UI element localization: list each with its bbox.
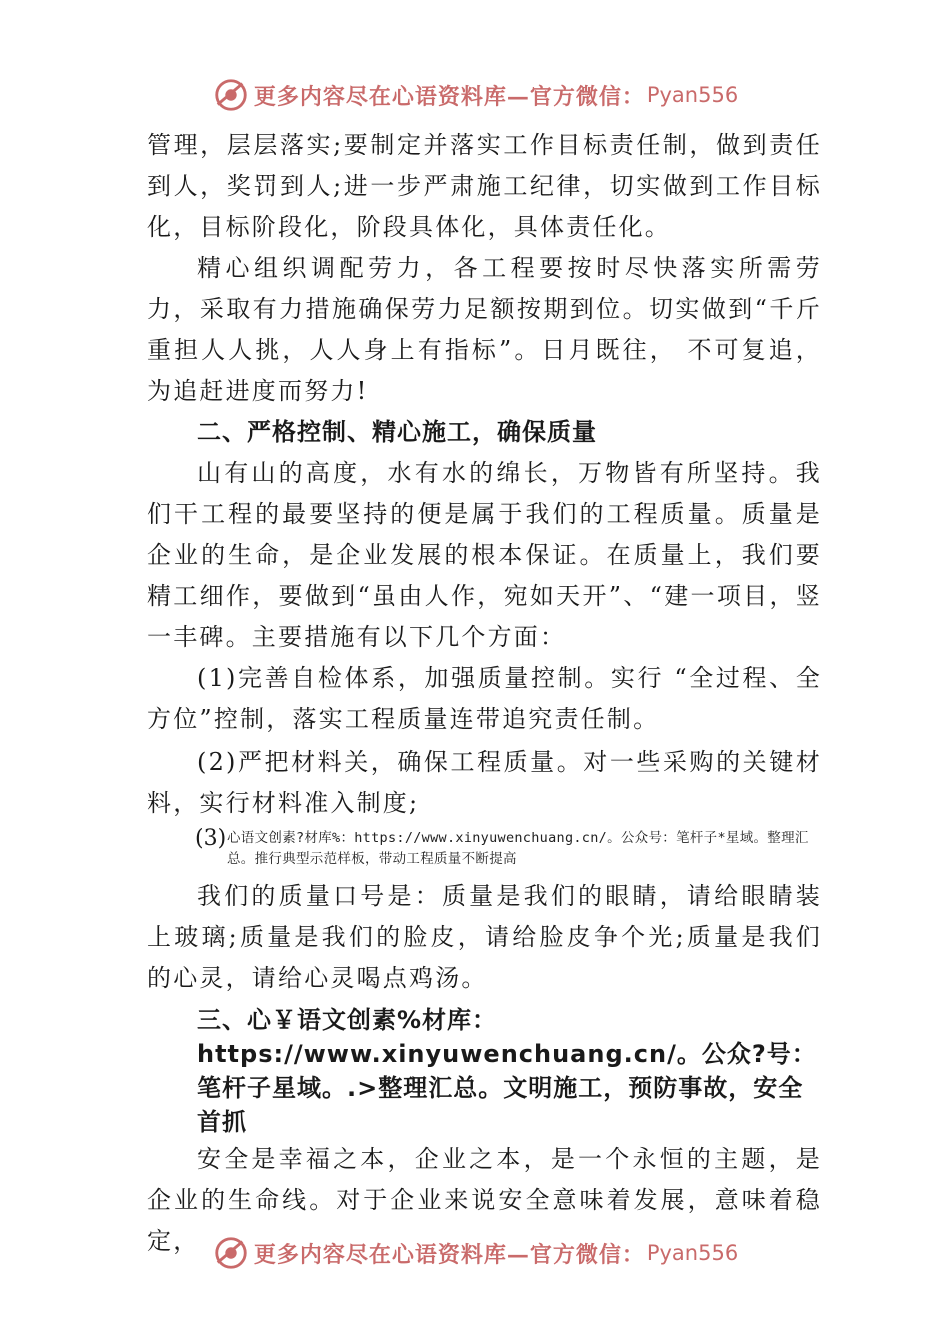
- section-heading: 二、严格控制、精心施工，确保质量: [197, 418, 597, 446]
- list-item: [147, 742, 822, 824]
- watermark-text: 更多内容尽在心语资料库—官方微信：: [253, 83, 645, 110]
- paragraph: 我们的质量口号是：质量是我们的眼睛，请给眼睛装上玻璃;质量是我们的脸皮，请给脸皮争个光;质量是我们的心灵，请给心灵喝点鸡汤。: [147, 882, 822, 992]
- paragraph: 山有山的高度，水有水的绵长，万物皆有所坚持。我们干工程的最要坚持的便是属于我们的工程质量。质量是企业的生命，是企业发展的根本保证。在质量上，我们要精工细作，要做到“虽由人作，宛如天开”、“建一项目，竖一丰碑。主要措施有以下几个方面：: [147, 459, 822, 651]
- paragraph: 精心组织调配劳力，各工程要按时尽快落实所需劳力，采取有力措施确保劳力足额按期到位。切实做到“千斤重担人人挑，人人身上有指标”。日月既往， 不可复追，为追赶进度而努力!: [147, 254, 822, 405]
- list-item: [147, 828, 822, 870]
- paragraph: 管理，层层落实;要制定并落实工作目标责任制，做到责任到人，奖罚到人;进一步严肃施工纪律，切实做到工作目标化，目标阶段化，阶段具体化，具体责任化。: [147, 131, 822, 241]
- logo-icon: [212, 76, 250, 114]
- list-number: (3): [195, 826, 227, 851]
- section-heading: 三、心￥语文创素%材库：https://www.xinyuwenchuang.cn/。公众?号：笔杆子星域。.>整理汇总。文明施工，预防事故，安全首抓: [197, 1006, 817, 1136]
- paragraph: 安全是幸福之本，企业之本，是一个永恒的主题，是企业的生命线。对于企业来说安全意味着发展，意味着稳定，: [147, 1145, 822, 1255]
- list-item: [147, 658, 822, 740]
- list-text: 完善自检体系，加强质量控制。实行 “全过程、全方位”控制，落实工程质量连带追究责任制。: [147, 664, 822, 733]
- list-number: (2): [197, 748, 238, 776]
- list-text: 严把材料关，确保工程质量。对一些采购的关键材料，实行材料准入制度;: [147, 748, 822, 817]
- header-watermark: [0, 70, 950, 120]
- watermark-text: 更多内容尽在心语资料库—官方微信：: [253, 1241, 645, 1268]
- watermark-wechat-id: Pyan556: [646, 1241, 739, 1265]
- footer-watermark: [0, 1228, 950, 1278]
- list-text: 心语文创素?材库%：https://www.xinyuwenchuang.cn/。公众号：笔杆子*星域。整理汇总。推行典型示范样板，带动工程质量不断提高: [227, 830, 809, 867]
- list-number: (1): [197, 664, 238, 692]
- document-body: [147, 125, 822, 1262]
- watermark-wechat-id: Pyan556: [646, 83, 739, 107]
- logo-icon: [212, 1234, 250, 1272]
